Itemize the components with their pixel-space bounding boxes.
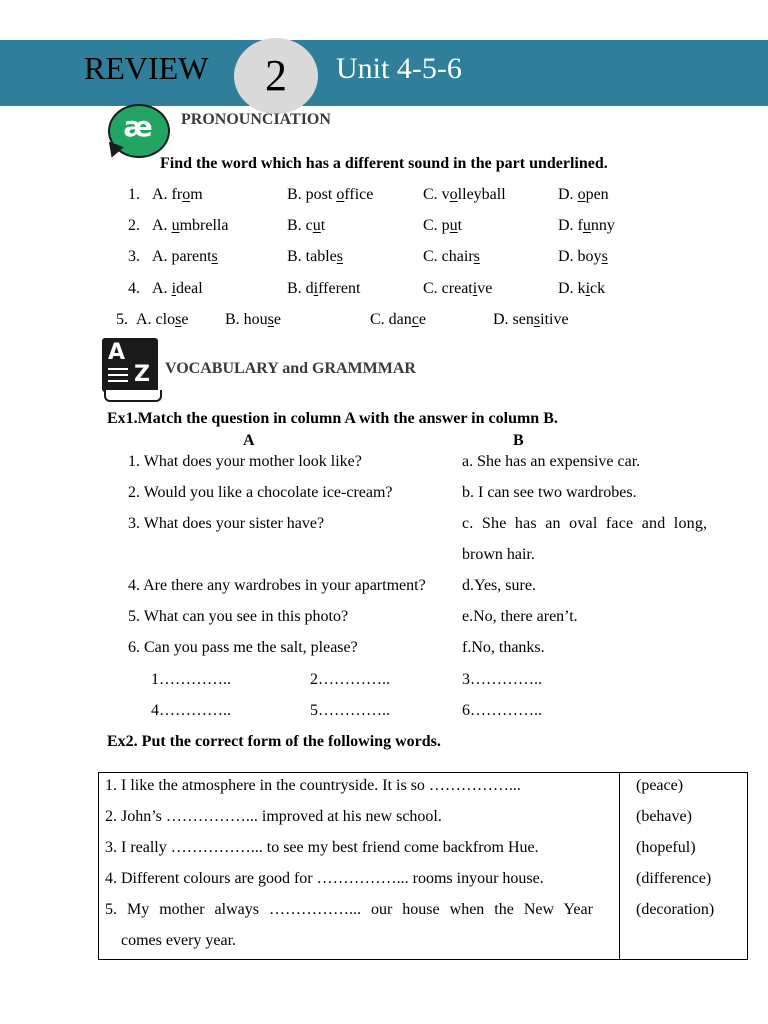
question-number: 1.	[128, 186, 140, 203]
answer-option: C. dance	[370, 311, 426, 328]
match-answer: f.No, thanks.	[462, 639, 545, 656]
answer-option: B. cut	[287, 217, 326, 234]
ex2-sentence: 5. My mother always ……………... our house when the New Year	[105, 901, 593, 918]
answer-option: C. creative	[423, 280, 493, 297]
ex2-words-cell	[620, 773, 748, 960]
review-number-badge: 2	[234, 38, 318, 114]
ex2-word: (decoration)	[636, 901, 715, 918]
match-answer: a. She has an expensive car.	[462, 453, 641, 470]
answer-option: C. chairs	[423, 248, 480, 265]
ex2-sentence: 2. John’s ……………... improved at his new school.	[105, 808, 442, 825]
answer-blank[interactable]: 1…………..	[151, 671, 231, 688]
match-answer: c. She has an oval face and long,	[462, 515, 708, 532]
answer-blank[interactable]: 5…………..	[310, 702, 390, 719]
ex2-sentence: 1. I like the atmosphere in the countryside. It is so ……………...	[105, 777, 521, 794]
pronunciation-title: PRONOUNCIATION	[181, 111, 331, 128]
match-answer: d.Yes, sure.	[462, 577, 536, 594]
ex2-word: (hopeful)	[636, 839, 696, 856]
answer-option: B. post office	[287, 186, 374, 203]
answer-blank[interactable]: 6…………..	[462, 702, 542, 719]
ex2-instruction: Ex2. Put the correct form of the following words.	[107, 733, 441, 750]
column-a-heading: A	[243, 432, 255, 449]
match-answer: e.No, there aren’t.	[462, 608, 578, 625]
question-number: 5.	[116, 311, 128, 328]
answer-option: D. boys	[558, 248, 608, 265]
answer-option: C. volleyball	[423, 186, 506, 203]
match-question: 1. What does your mother look like?	[128, 453, 362, 470]
answer-option: D. kick	[558, 280, 606, 297]
answer-option: B. different	[287, 280, 361, 297]
ex2-sentences-cell	[99, 773, 620, 960]
answer-option: D. funny	[558, 217, 615, 234]
answer-option: B. tables	[287, 248, 343, 265]
ex2-word: (difference)	[636, 870, 712, 887]
match-question: 5. What can you see in this photo?	[128, 608, 349, 625]
question-number: 4.	[128, 280, 140, 297]
column-b-heading: B	[513, 432, 524, 449]
ex2-sentence: 3. I really ……………... to see my best friend come backfrom Hue.	[105, 839, 539, 856]
answer-option: B. house	[225, 311, 282, 328]
match-question: 4. Are there any wardrobes in your apartment?	[128, 577, 426, 594]
ex2-word: (behave)	[636, 808, 692, 825]
ex2-table	[98, 772, 748, 960]
unit-label: Unit 4-5-6	[336, 52, 462, 85]
answer-option: A. from	[152, 186, 203, 203]
ex2-sentence: comes every year.	[121, 932, 237, 949]
ex1-instruction: Ex1.Match the question in column A with the answer in column B.	[107, 410, 558, 427]
answer-option: A. close	[136, 311, 189, 328]
a-to-z-book-icon: A Z	[102, 338, 162, 404]
answer-blank[interactable]: 3…………..	[462, 671, 542, 688]
ex2-sentence: 4. Different colours are good for ……………... rooms inyour house.	[105, 870, 544, 887]
answer-option: A. ideal	[152, 280, 203, 297]
answer-option: A. umbrella	[152, 217, 229, 234]
pronunciation-instruction: Find the word which has a different sound in the part underlined.	[160, 155, 608, 172]
answer-blank[interactable]: 4…………..	[151, 702, 231, 719]
match-question: 2. Would you like a chocolate ice-cream?	[128, 484, 393, 501]
answer-option: A. parents	[152, 248, 218, 265]
question-number: 2.	[128, 217, 140, 234]
answer-c-continuation: brown hair.	[462, 546, 535, 563]
match-question: 3. What does your sister have?	[128, 515, 325, 532]
ae-speech-bubble-icon: æ	[104, 100, 168, 162]
answer-option: D. open	[558, 186, 609, 203]
answer-option: C. put	[423, 217, 463, 234]
ex2-word: (peace)	[636, 777, 684, 794]
vocabulary-title: VOCABULARY and GRAMMMAR	[165, 360, 416, 377]
match-question: 6. Can you pass me the salt, please?	[128, 639, 358, 656]
question-number: 3.	[128, 248, 140, 265]
answer-option: D. sensitive	[493, 311, 569, 328]
match-answer: b. I can see two wardrobes.	[462, 484, 637, 501]
answer-blank[interactable]: 2…………..	[310, 671, 390, 688]
review-label: REVIEW	[84, 50, 209, 86]
